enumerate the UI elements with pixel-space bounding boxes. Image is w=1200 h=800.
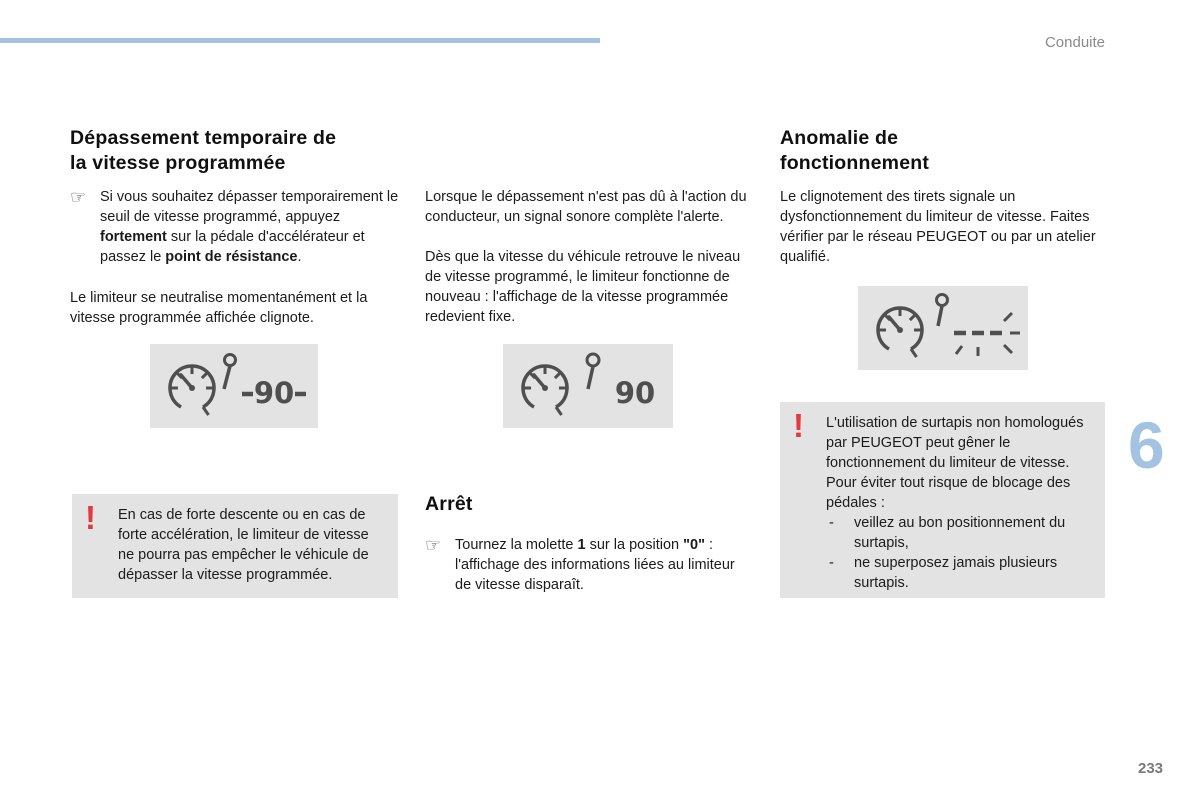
instruction-bullet — [70, 187, 400, 267]
heading-depassement — [70, 126, 410, 176]
paragraph: Le clignotement des tirets signale un dysfonctionnement du limiteur de vitesse. Faites vérifier par le réseau PEUGEOT ou par un atelier qualifié. — [780, 189, 1096, 265]
limiter-symbol-icon — [937, 295, 948, 327]
header-accent-bar — [0, 38, 600, 43]
chapter-number: 6 — [1128, 408, 1165, 482]
speedometer-icon — [170, 366, 214, 415]
warning-exclamation-icon: ! — [85, 499, 96, 536]
limiter-symbol-icon — [224, 355, 236, 390]
paragraph: Dès que la vitesse du véhicule retrouve le niveau de vitesse programmé, le limiteur fonctionne de nouveau : l'affichage de la vitesse programmée redevient fixe. — [425, 249, 741, 325]
warning-list-item — [826, 513, 1095, 553]
hand-pointer-icon: ☞ — [70, 187, 87, 207]
warning-text: En cas de forte descente ou en cas de forte accélération, le limiteur de vitesse ne pourra pas empêcher le véhicule de dépasser la vitesse programmée. — [118, 507, 369, 583]
speedometer-icon — [878, 308, 922, 357]
warning-item-text: veillez au bon positionnement du surtapis, — [854, 515, 1066, 551]
text-segment-bold: point de résistance — [165, 249, 298, 265]
text-segment: . — [297, 249, 302, 265]
text-segment: Tournez la molette — [455, 537, 578, 553]
list-dash: - — [829, 515, 834, 531]
paragraph: Le limiteur se neutralise momentanément et la vitesse programmée affichée clignote. — [70, 290, 368, 326]
speed-value: 90 — [614, 376, 656, 410]
heading-line-2: fonctionnement — [780, 152, 930, 174]
speedometer-icon — [523, 366, 567, 415]
paragraph — [455, 535, 745, 595]
heading-line-2: la vitesse programmée — [70, 152, 286, 174]
section-label: Conduite — [1044, 34, 1105, 51]
limiter-display-steady — [503, 344, 673, 428]
text-segment-bold: "0" — [683, 537, 705, 553]
speed-value: 90 — [253, 376, 295, 410]
paragraph — [100, 187, 400, 267]
text-segment: sur la pédale d'accélérateur et passez le — [100, 229, 365, 265]
warning-box-descente — [72, 494, 398, 598]
text-segment: sur la position — [585, 537, 684, 553]
paragraph: Lorsque le dépassement n'est pas dû à l'action du conducteur, un signal sonore complète l'alerte. — [425, 189, 747, 225]
heading-line-1: Dépassement temporaire de — [70, 127, 337, 149]
fault-dashes-icon — [954, 313, 1020, 356]
text-segment-bold: 1 — [577, 537, 586, 553]
text-segment: Si vous souhaitez dépasser temporairement le seuil de vitesse programmé, appuyez — [100, 189, 399, 225]
text-segment: : l'affichage des informations liées au limiteur de vitesse disparaît. — [455, 537, 735, 593]
hand-pointer-icon: ☞ — [425, 535, 442, 555]
heading-anomalie — [780, 126, 1110, 176]
warning-intro: L'utilisation de surtapis non homologués par PEUGEOT peut gêner le fonctionnement du limiteur de vitesse. Pour éviter tout risque de blocage des pédales : — [826, 415, 1084, 511]
heading-arret: Arrêt — [425, 493, 473, 515]
list-dash: - — [829, 555, 834, 571]
warning-exclamation-icon: ! — [793, 407, 804, 444]
heading-line-1: Anomalie de — [780, 127, 899, 149]
instruction-bullet — [425, 535, 745, 595]
warning-list-item — [826, 553, 1095, 593]
warning-item-text: ne superposez jamais plusieurs surtapis. — [854, 555, 1058, 591]
limiter-display-fault — [858, 286, 1028, 370]
page-number: 233 — [1138, 760, 1164, 777]
warning-box-surtapis — [780, 402, 1105, 598]
text-segment-bold: fortement — [100, 229, 167, 245]
limiter-display-steady-graphic — [503, 344, 673, 428]
limiter-display-blinking — [150, 344, 318, 428]
limiter-display-fault-graphic — [858, 286, 1028, 370]
limiter-display-blinking-graphic — [150, 344, 318, 428]
warning-content — [780, 402, 1105, 603]
limiter-symbol-icon — [587, 354, 599, 389]
